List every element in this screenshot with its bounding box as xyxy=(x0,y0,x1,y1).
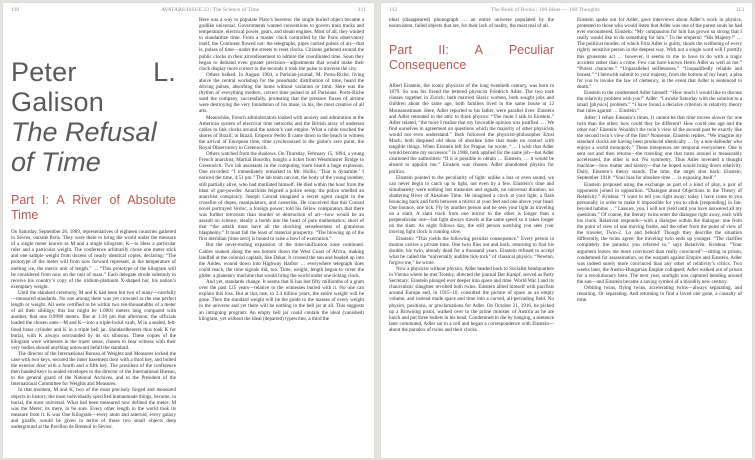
paragraph: In that moment, M and K, two of the most precisely forged and measured objects in history, the most individually specified humanmade things, became, in burial, the most universal. What had been measured now defined the meter: M was the Meter; its mere, to be sure. Every other length in the world took its measure from it. K was One Kilogram—every atom and asteroid, every galaxy and giraffe, would be given in terms of those two small objects deep underground at the Pavillon de Breteuil in Sèvres. xyxy=(11,387,176,430)
paragraph: Einstein pointed to the peculiarity of light: unlike a bus or even sound, we can never begin to catch up to light, not even by a few. Einstein’s time and simultaneity were nothing but measures and signals, no universal duration, no shattering River of Absolute Time. He imagined a clock at your light, a flash bouncing back and forth between a mirror at your feet and one above your head. One bounce, one tick. Fly by another person and he sees your light as traveling on a slant. A slant track from one mirror to the other is longer than a perpendicular one—but light always travels at the same speed so it takes longer on the slant. As night follows day, the still person watching you sees your moving light clock is running slow. xyxy=(389,174,554,236)
page-number-right-inner: 112 xyxy=(389,7,398,13)
paragraph: Until the standard ceremony, M and K had been but two of many—carefully—measured standards. No one among them was yet crowned as the one perfect length or weight. All were certified to be within two ten-thousandths of a meter of all their siblings; this bar might be 1.0001 meters long compared with another, that one 0.9998 meters. But at 1:30 pm that afternoon, the officials loaded the chosen ones—M and K—into a triple-lockd vault, M in a sealed, felt-lined brass cylinder and K in a triple bell jar. Standardbearers thus took K for burial, with K always surrounded by its six sibosins. These copies of the kilogram were witnesses in the truest sense, chosen to bear witness with their very bodies should anything untoward befall the standard. xyxy=(11,289,176,351)
article-title-line-2: of Time xyxy=(11,147,101,177)
paragraph: But the never-ending expansion of the time-unification zone continued. Cables snaked along the sea bottom down the West Coast of Africa, making landfall at the colonial capitals, like Dakar. It crossed the sun and headed up into the Andes, wound down into Highway Harbor … everywhere telegraph lines could reach, the time signals did, too. Time, weight, length began to cover the globe: a planetary machine that would bring the world under one ticking clock. xyxy=(199,242,364,279)
paragraph: Orbiting twins, flying twins, accelerating twins—always separating, and reuniting. Or separating. And returning to find a loved one gone, a casualty of time. xyxy=(577,285,742,304)
paragraph: ideal (disappeared) phonograph … an entire universe populated by the nonexistent, failed objects that are, for their lack of reality, the most real of all. xyxy=(389,17,554,30)
paragraph: Adler: I refute Einstein’s times. It cannot be that time moves slower for one twin than the other; how could they be different? How could one age and the other not? Einstein: Wouldn’t the twin’s view of the second past be exactly like the second twin’s view of the first? Nonsense, Einstein replies. “We imagine my standard clocks are having been produced identically … by a non-defender who enjoys a world monopoly.” These timepieces are temporal everywhere. One is sent out and then returns—the traveling one that turns around is measurably accelerated, the other is not. No symmetry. Thus Adler invented a thought machine—how matter and history—that he hoped would bring down relativity. Daily, Einstein’s theory stands. The time, the target shot back: Einstein, September 1918: “Your bias for absolute time … is exposing itself.” xyxy=(577,114,742,182)
paragraph: Einstein to the condemned Adler himself: “How much I would like to discuss the relativity problem with you!” Adler: “I awoke Saturday with the solution to a small [physics] problem.” “I have found a decisive criterion in relativity theory that rules against … Einstein.” xyxy=(577,90,742,115)
page-number-right: 113 xyxy=(735,7,744,13)
paragraph: Here was a way to populate Plato’s heavens: the single buried object became a godlike universal. Governments wanted conventions to govern train tracks and temperature, electrical power, gears, and steam engines. Most of all, they wanted to standardize time. From a master clock controlled by the Paris observatory itself, the Continent flowed out: the telegraphs, pipes carried pulses of air—that is, pulses of time—under the streets to reset clocks. Citizens gathered around the public clocks in their arrondissement to admire the coordinated time. Soon they began to demand even greater precision—adjustments that would make their clock display more correct to the seconds it took the pulse to traverse the city. xyxy=(199,17,364,72)
column-2 xyxy=(199,17,364,454)
column-1 xyxy=(11,17,176,454)
paragraph: On Saturday, September 26, 1889, representatives of eighteen countries gathered in Sèvres, outside Paris. They were there to bring the world under the measure of a single meter known as M and a single kilogram, K—to bless a particular ruler and a particular weight. The conference arbitrarily chose one meter stick and one sample weight from dozens of nearly identical copies, declaring: “The prototype of the meter will from now forward represent, at the temperature of melting ice, the metric unit of length.” … “This prototype of the kilogram will be considered from now on the unit of mass.” Each delegate strode solemnly to receive his country’s copy of the iridium-platinum X-shaped bar, his nation’s exemplary weight. xyxy=(11,229,176,290)
paragraph: Albert Einstein, the iconic physicist of the long twentieth century, was born in 1879. So was his friend the lettered physicist Friedrich Adler. The two took classes together in Zurich; both married Slavic women, both sought jobs and children about the same age, both families lived in the same house at 12 Moussonstrasse. Here, Adler reported to his father, were parallel lives: Einstein and Adler retreated to the attic to think physics: “The more I talk to Einstein,” Adler related, “the more I realize that my favorable opinion was justified. … We find ourselves in agreement on questions which the majority of other physicists would not even understand.” Both followed the physicist-philosopher Ernst Mach; both despised old ideas of absolute time that made no contact with tangible things. When Einstein left for Prague, he wrote, “… I wish that Adler would become my successor.” In 1908, both applied for the same job—but Adler cautioned the authorities: “If it is possible to obtain … Einstein, … it would be absurd to appoint me.” Einstein was chosen. Adler abandoned physics for politics. xyxy=(389,83,554,175)
article-title-line-1: The Refusal xyxy=(11,117,157,147)
paragraph: Now a physicist without physics, Adler headed back to Socialist headquarters in Vienna where he met Trotsky, directed the journal Der Kampf, served as Party Secretary; Einstein plunged ever deeper into space and time. World War I and its chauvinistic slaughter revolted both twins. Einstein allied himself with pacifists around Europe and, in 1915–16, consulted the picture of space as an empty volume, and instead made space and time into a curved, all-pervading field. No physics, positions, or proclamations for Adler. On October 21, 1916, he picked up a Browning pistol, walked over to the prime minister of Austria as he ate lunch and put three bullets in his head. Condemned to die by hanging, a sentence later commuted, Adler sat in a cell and began a correspondence with Einstein—about the paradox of twins and their clocks. xyxy=(389,266,554,333)
paragraph: Others watched from the shadows. On Thursday, February 15, 1894, a young French anarchist, Martial Bourdin, bought a ticket from Westminster Bridge to Greenwich. Two lab assistants in the computing room heard a huge explosion. One recorded: “I immediately remarked to Mr. Hollis, ‘That is dynamite.’ I noticed the time, 4:51 pm.” The lab team ran out, the body of the young bomber, still partially alive, who had mutilated himself. He died within the hour from the blast of gun-powder. Anarchists feigned a police setup; the police smelled an anarchist conspiracy. Joseph Conrad imagined a secret agent caught in the crossfire of dupes, manipulators, and careerists. He conceived that this Conrad novel portrayed Verloc, a foreign power; told his fellow conspirators that there was further terrorism than murder or destruction of art—how would be an assault on science, ideally a bomb into the heart of pure mathematics; short of that “the attack must have all the shocking senselessness of gratuitous blasphemy.” It must fall the least of material prosperity. “The blowing up of the first meridian [time zero] is bound to raise a howl of execration.” xyxy=(199,151,364,243)
paragraph: The director of the International Bureau of Weights and Measures locked the case with two keys, secured the inner basement door with a third key, and bolted the exterior door with a fourth and a fifth key. The president of the conference then handed keys in sealed envelopes to the director of the International Bureau, to the general guard of the National Archives, and to the President of the International Committee for Weights and Measures. xyxy=(11,350,176,388)
paragraph: And yet, standards change. It seems that K has lost fifty millionths of a gram over the past 125 years—relative to the witnesses buried with it. No one can explain this loss. But at this rate, in 2.4 billion years, the entire weight will be gone. Then the standard weight will be the guide to the masses of every weight in the universe and yet there will be nothing in the bell jar at all. This suggests an intriguing program: An empty bell jar could contain the ideal (vanished) kilogram, yet without the ideal (departed) typewriter, a third the xyxy=(199,279,364,322)
paragraph: Einstein: “This yields the following peculiar consequence.” Every person in motion carries a private time. One twin flies out and back, returning to find his double, his twin, already dead for a thousand years. Einstein refused to accept what he called the “universally audible tick-tock” of classical physics. “Newton, forgive me,” he wrote. xyxy=(389,235,554,266)
page-number-left: 110 xyxy=(11,7,20,13)
running-header-left: AVATARS/ISSUE 23 | The Science of Time xyxy=(161,7,260,13)
running-header-right: The Book of Books | 100 Ideas — 100 Thoughts xyxy=(491,7,600,13)
column-3 xyxy=(389,17,554,454)
paragraph: Einstein spoke out for Adler, gave interviews about Adler’s work in physics, protested to those who would listen that Adler was one of the purest souls he had ever encountered. Einstein: “My compassion for him has grown so strong that I really would like to do something for him.” To the emperor: “His Majesty!” … The political murder, of which Fritz Adler is guilty, shook the wellbeing of every rightly sensitive person in the deepest way. With not a single word will I prettify this gruesome act … however, it seems to me to have to do with a tragic accident rather than a crime. Few can have known Herrn Adler as well as me.” “Purest character.” “Unparalleled selflessness.” “Unqualifiedly reliable and honest.” “I herewith submit to your majesty, from the bottom of my heart, a plea for you to invoke the law of clemency, in the event that Adler is sentenced to death.” xyxy=(577,17,742,91)
paragraph: Others balked. In August 1904, a Parisian-journal, M. Porto-Riche, living above the central workshop for the pneumatic distribution of time, heard the driving pulses, absorbing the hums without variation or limit. Here was the rhythm of everything modern, correct time pulsed to all Parisians. Porto-Riche sued the company, successfully, protesting that the pressure fluxes of airtime were destroying the very foundation of his muse, in his, the most creative of all arts. xyxy=(199,71,364,115)
paragraph: Einstein proposed using the exchange as part of a kind of play, a pair of opponents joined in opposition. “Dialogue about Objections to the Theory of Relativity.” Krishna: “I want to tell you right away: today I have come to you personally in order to make it impossible for you to slink [responding] in fan-beyond habitus …” Lassure, you, I will not yield until you have answered all my questions.” Of course, the literary twins enter the dialogue right away, each with his clock. Relativist responds—with a dialogue within the dialogue: one from the point of view of one moving frame, and the other from the point of view of the traveler, Twin-2. Lo and behold! Though they describe the situation differently, the twins agree: the traveling twin ends up younger. “The clarifies completely the paradox you referred to,” says Relativist. Krishna: “Your argument leaves me more convinced than really convinced”—sitting in prison, condemned for assassination, on the warpath against Empire and Einstein. Adler was indeed surely more convinced than any other of relativity’s critics. Two weeks later, the Austro-Hungarian Empire collapsed; Adler walked out of prison for a revolutionary hero. The next year, starlight was captured bending around the sun—and Einstein became a saving symbol of a bloodily new century. xyxy=(577,181,742,286)
paragraph: Meanwhile, French administrators looked with anxiety and admiration at the American system of electrical time networks and the British array of undersea cables to link clocks around the nation’s vast empire. What a cable touched the shores of Brazil; in Brazil, Emperor Pedro II came down to the beach to witness the arrival of European time, time synchronized to the globe’s zero point, the Royal Observatory in Greenwich. xyxy=(199,114,364,151)
left-page xyxy=(3,3,374,458)
part-2-heading: Part II: A Peculiar Consequence xyxy=(389,43,554,73)
right-page xyxy=(381,3,752,458)
part-1-heading: Part I: A River of Absolute Time xyxy=(11,193,176,222)
column-4 xyxy=(577,17,742,454)
page-number-left-inner: 111 xyxy=(358,7,366,13)
article-author: Peter L. Galison xyxy=(11,57,176,117)
